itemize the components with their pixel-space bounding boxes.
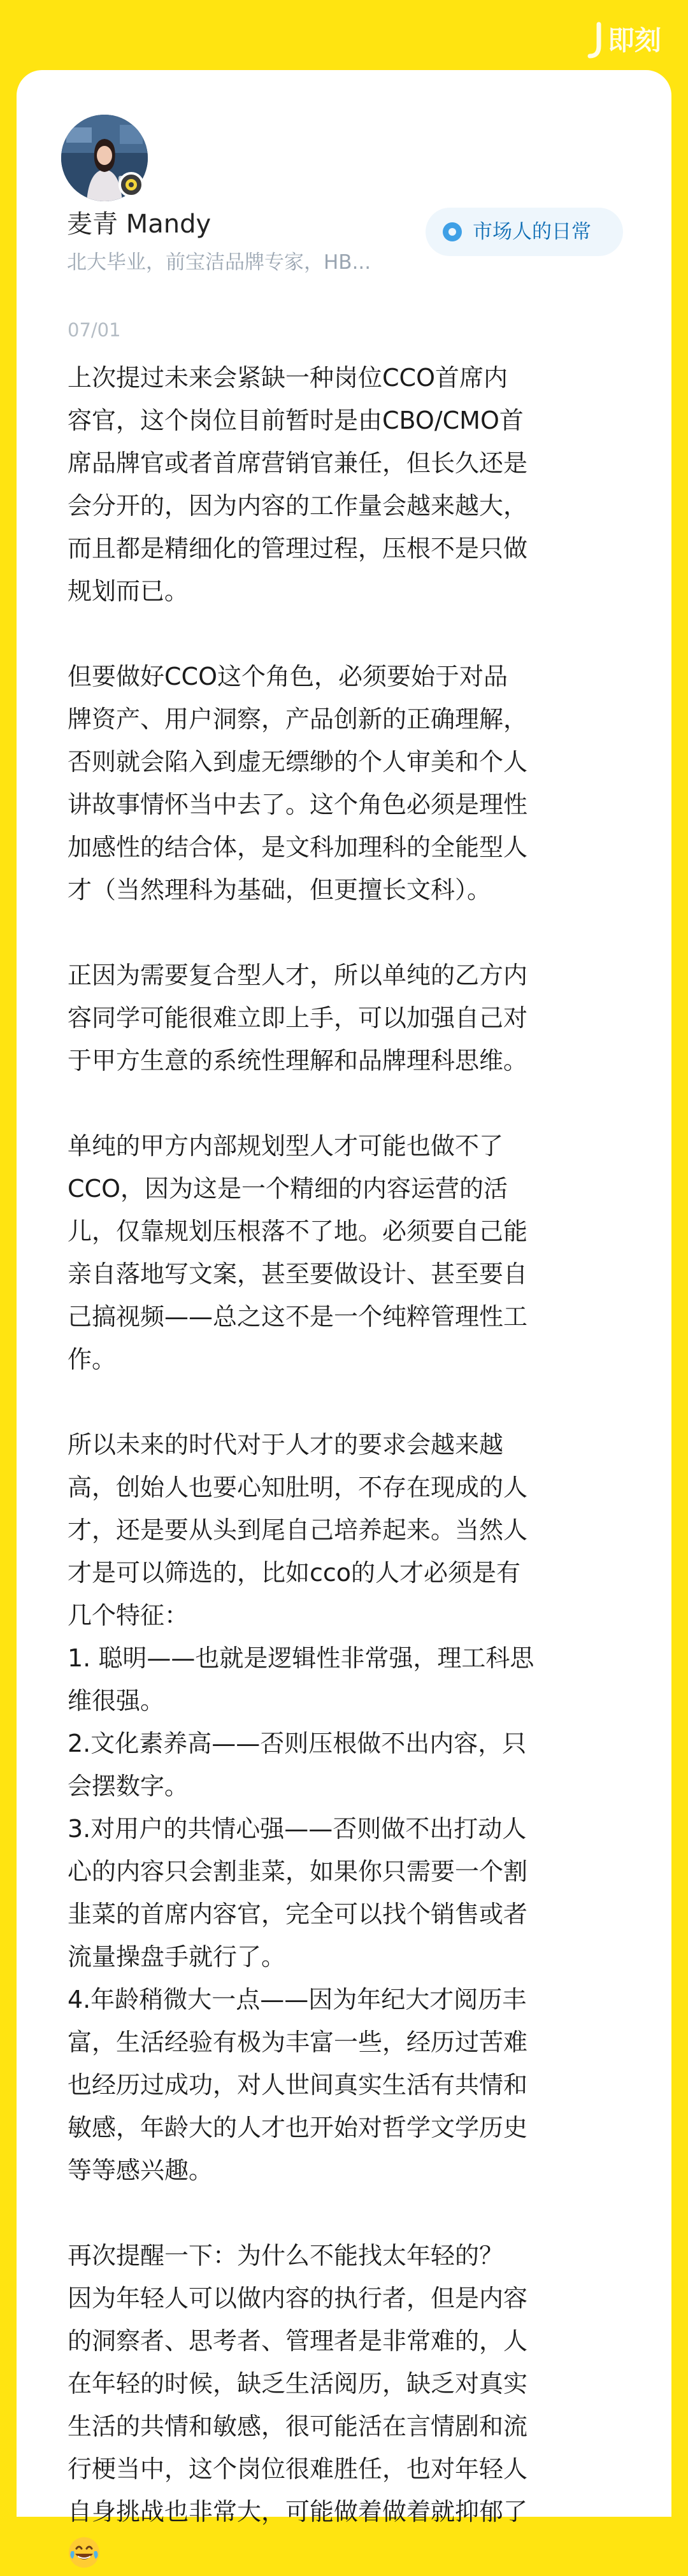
paragraph-break	[68, 613, 628, 655]
post-text-line: 加感性的结合体，是文科加理科的全能型人	[68, 833, 528, 861]
post-date: 07/01	[68, 319, 121, 341]
post-text-line: 1. 聪明——也就是逻辑性非常强，理工科思	[68, 1644, 534, 1672]
post-text-line: 富，生活经验有极为丰富一些，经历过苦难	[68, 2028, 528, 2056]
post-text-line: 3.对用户的共情心强——否则做不出打动人	[68, 1815, 527, 1843]
post-text-line: 讲故事情怀当中去了。这个角色必须是理性	[68, 791, 528, 819]
post-text-line: 于甲方生意的系统性理解和品牌理科思维。	[68, 1047, 528, 1075]
avatar-badge	[118, 172, 144, 197]
topic-circle-icon	[442, 222, 462, 242]
post-text-line: 2.文化素养高——否则压根做不出内容，只	[68, 1729, 527, 1757]
paragraph-break	[68, 2192, 628, 2235]
post-text-line: 亲自落地写文案，甚至要做设计、甚至要自	[68, 1260, 528, 1288]
post-card	[17, 70, 671, 2526]
post-text-line: 单纯的甲方内部规划型人才可能也做不了	[68, 1132, 504, 1160]
post-text-line: 正因为需要复合型人才，所以单纯的乙方内	[68, 961, 528, 989]
brand-name: 即刻	[608, 25, 662, 56]
post-text-line: 才（当然理科为基础，但更擅长文科）。	[68, 876, 492, 904]
post-text-line: 因为年轻人可以做内容的执行者，但是内容	[68, 2284, 528, 2312]
post-text-line: 几个特征：	[68, 1601, 189, 1629]
paragraph-break	[68, 1381, 628, 1424]
post-text-line: 的洞察者、思考者、管理者是非常难的，人	[68, 2327, 528, 2355]
post-text-line: 作。	[68, 1345, 117, 1373]
post-body	[68, 357, 628, 2576]
paragraph-break	[68, 912, 628, 954]
post-text-line: 容官，这个岗位目前暂时是由CBO/CMO首	[68, 406, 524, 434]
post-text-line: 儿，仅靠规划压根落不了地。必须要自己能	[68, 1217, 528, 1245]
gear-badge-icon	[121, 175, 141, 195]
post-text-line: 维很强。	[68, 1687, 165, 1715]
post-text-line: 否则就会陷入到虚无缥缈的个人审美和个人	[68, 748, 528, 776]
post-text-line: 才，还是要从头到尾自己培养起来。当然人	[68, 1516, 528, 1544]
post-text-line: 容同学可能很难立即上手，可以加强自己对	[68, 1004, 528, 1032]
paragraph-break	[68, 1082, 628, 1125]
post-text-line: 生活的共情和敏感，很可能活在言情剧和流	[68, 2412, 528, 2440]
post-text-line: 上次提过未来会紧缺一种岗位CCO首席内	[68, 364, 508, 392]
post-text-line: 行梗当中，这个岗位很难胜任，也对年轻人	[68, 2455, 528, 2483]
post-text-line: 而且都是精细化的管理过程，压根不是只做	[68, 534, 528, 562]
post-text-line: 高，创始人也要心知肚明，不存在现成的人	[68, 1473, 528, 1501]
laughing-tears-emoji-icon	[68, 2536, 101, 2569]
post-text-line: 自身挑战也非常大，可能做着做着就抑郁了	[68, 2498, 528, 2526]
post-text-line: 流量操盘手就行了。	[68, 1943, 286, 1971]
post-text-line: 但要做好CCO这个角色，必须要始于对品	[68, 662, 508, 691]
post-text-line: 等等感兴趣。	[68, 2156, 213, 2184]
post-text-line: 牌资产、用户洞察，产品创新的正确理解，	[68, 705, 528, 733]
topic-tag[interactable]	[426, 208, 623, 256]
post-text-line: 会分开的，因为内容的工作量会越来越大，	[68, 492, 528, 520]
post-text-line: 韭菜的首席内容官，完全可以找个销售或者	[68, 1900, 528, 1928]
author-bio: 北大毕业，前宝洁品牌专家，HB...	[67, 251, 371, 274]
post-text-line: 心的内容只会割韭菜，如果你只需要一个割	[68, 1857, 528, 1885]
author-name[interactable]: 麦青 Mandy	[67, 210, 211, 239]
post-text-line: CCO，因为这是一个精细的内容运营的活	[68, 1175, 508, 1203]
post-emoji-line	[68, 2533, 628, 2576]
post-text-line: 己搞视频——总之这不是一个纯粹管理性工	[68, 1303, 528, 1331]
post-text-line: 席品牌官或者首席营销官兼任，但长久还是	[68, 449, 528, 477]
jike-logo	[586, 20, 670, 61]
post-text-line: 再次提醒一下：为什么不能找太年轻的？	[68, 2242, 504, 2270]
post-text-line: 规划而已。	[68, 577, 189, 605]
post-text-line: 敏感，年龄大的人才也开始对哲学文学历史	[68, 2114, 528, 2142]
post-text-line: 也经历过成功，对人世间真实生活有共情和	[68, 2071, 528, 2099]
post-text-line: 在年轻的时候，缺乏生活阅历，缺乏对真实	[68, 2370, 528, 2398]
post-text-line: 才是可以筛选的，比如cco的人才必须是有	[68, 1559, 521, 1587]
post-text-line: 会摆数字。	[68, 1772, 189, 1800]
topic-label: 市场人的日常	[473, 220, 591, 243]
post-text-line: 4.年龄稍微大一点——因为年纪大才阅历丰	[68, 1986, 527, 2014]
post-text-line: 所以未来的时代对于人才的要求会越来越	[68, 1431, 504, 1459]
